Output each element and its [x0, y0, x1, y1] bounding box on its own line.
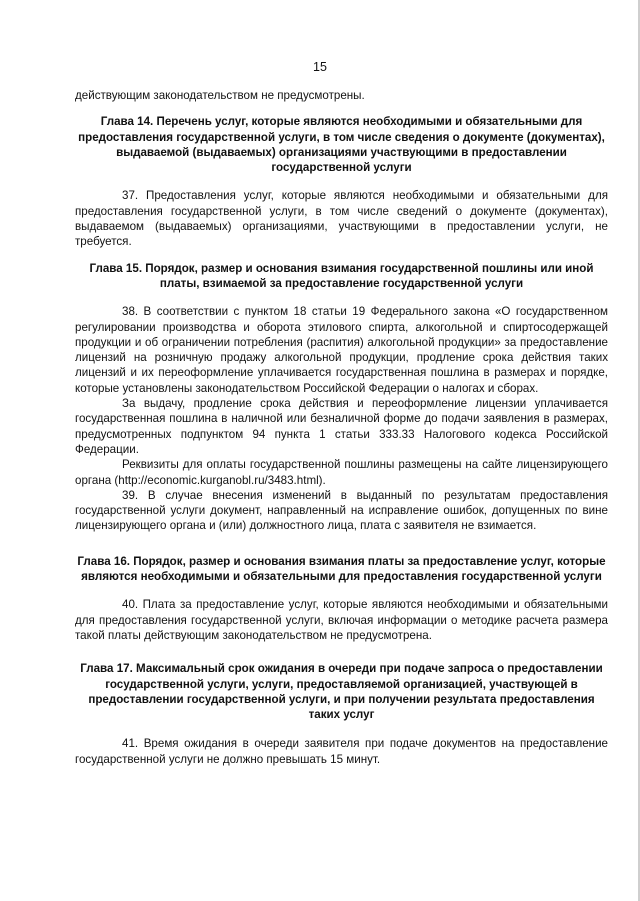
- chapter-14-heading: [75, 114, 608, 175]
- intro-line: действующим законодательством не предусмотрены.: [75, 89, 365, 102]
- paragraph-38: 38. В соответствии с пунктом 18 статьи 19 Федерального закона «О государственном регулировании производства и оборота этилового спирта, алкогольной и спиртосодержащей продукции и об ограничении потребления (распития) алкогольной продукции» за предоставление лицензий на розничную продажу алкогольной продукции, продление срока действия таких лицензий и их переоформление уплачивается государственная пошлина в размерах и порядке, которые установлены законодательством Российской Федерации о налогах и сборах.: [75, 305, 608, 395]
- paragraph-40: 40. Плата за предоставление услуг, которые являются необходимыми и обязательными для предоставления государственной услуги, включая информации о методике расчета размера такой платы действующим законодательством не предусмотрена.: [75, 598, 608, 642]
- chapter-14-heading-text: Глава 14. Перечень услуг, которые являются необходимыми и обязательными для предоставления государственной услуги, в том числе сведения о документе (документах), выдаваемой (выдаваемых) организациями участвующими в предоставлении государственной услуги: [78, 115, 605, 175]
- page-number: 15: [313, 60, 327, 74]
- paragraph-38-fee: За выдачу, продление срока действия и переоформление лицензии уплачивается государственная пошлина в наличной или безналичной форме до подачи заявления в размерах, предусмотренных подпунктом 94 пункта 1 статьи 333.33 Налогового кодекса Российской Федерации.: [75, 397, 608, 456]
- chapter-15-heading-text: Глава 15. Порядок, размер и основания взимания государственной пошлины или иной платы, взимаемой за предоставление государственной услуги: [89, 261, 594, 290]
- paragraph-41: 41. Время ожидания в очереди заявителя при подаче документов на предоставление государственной услуги не должно превышать 15 минут.: [75, 737, 608, 766]
- chapter-16-heading-text: Глава 16. Порядок, размер и основания взимания платы за предоставление услуг, которые являются необходимыми и обязательными для предоставления государственной услуги: [77, 554, 606, 584]
- paragraph-37: 37. Предоставления услуг, которые являются необходимыми и обязательными для предоставления государственной услуги, в том числе сведений о документе (документах), выдаваемом (выдаваемых) организациями, участвующими в предоставлении услуги, не требуется.: [75, 189, 608, 249]
- chapter-15-heading: [75, 261, 608, 292]
- paragraph-38-requisites: Реквизиты для оплаты государственной пошлины размещены на сайте лицензирующего органа (http://economic.kurganobl.ru/3483.html).: [75, 458, 608, 487]
- chapter-17-heading: [75, 661, 608, 722]
- chapter-16-heading: [75, 554, 608, 585]
- paragraph-39: 39. В случае внесения изменений в выданный по результатам предоставления государственной услуги документ, направленный на исправление ошибок, допущенных по вине лицензирующего органа и (или) должностного лица, плата с заявителя не взимается.: [75, 488, 608, 533]
- chapter-17-heading-text: Глава 17. Максимальный срок ожидания в очереди при подаче запроса о предоставлении государственной услуги, услуги, предоставляемой организацией, участвующей в предоставлении государственной услуги, и при получении результата предоставления таких услуг: [80, 662, 603, 722]
- document-body: [75, 88, 608, 767]
